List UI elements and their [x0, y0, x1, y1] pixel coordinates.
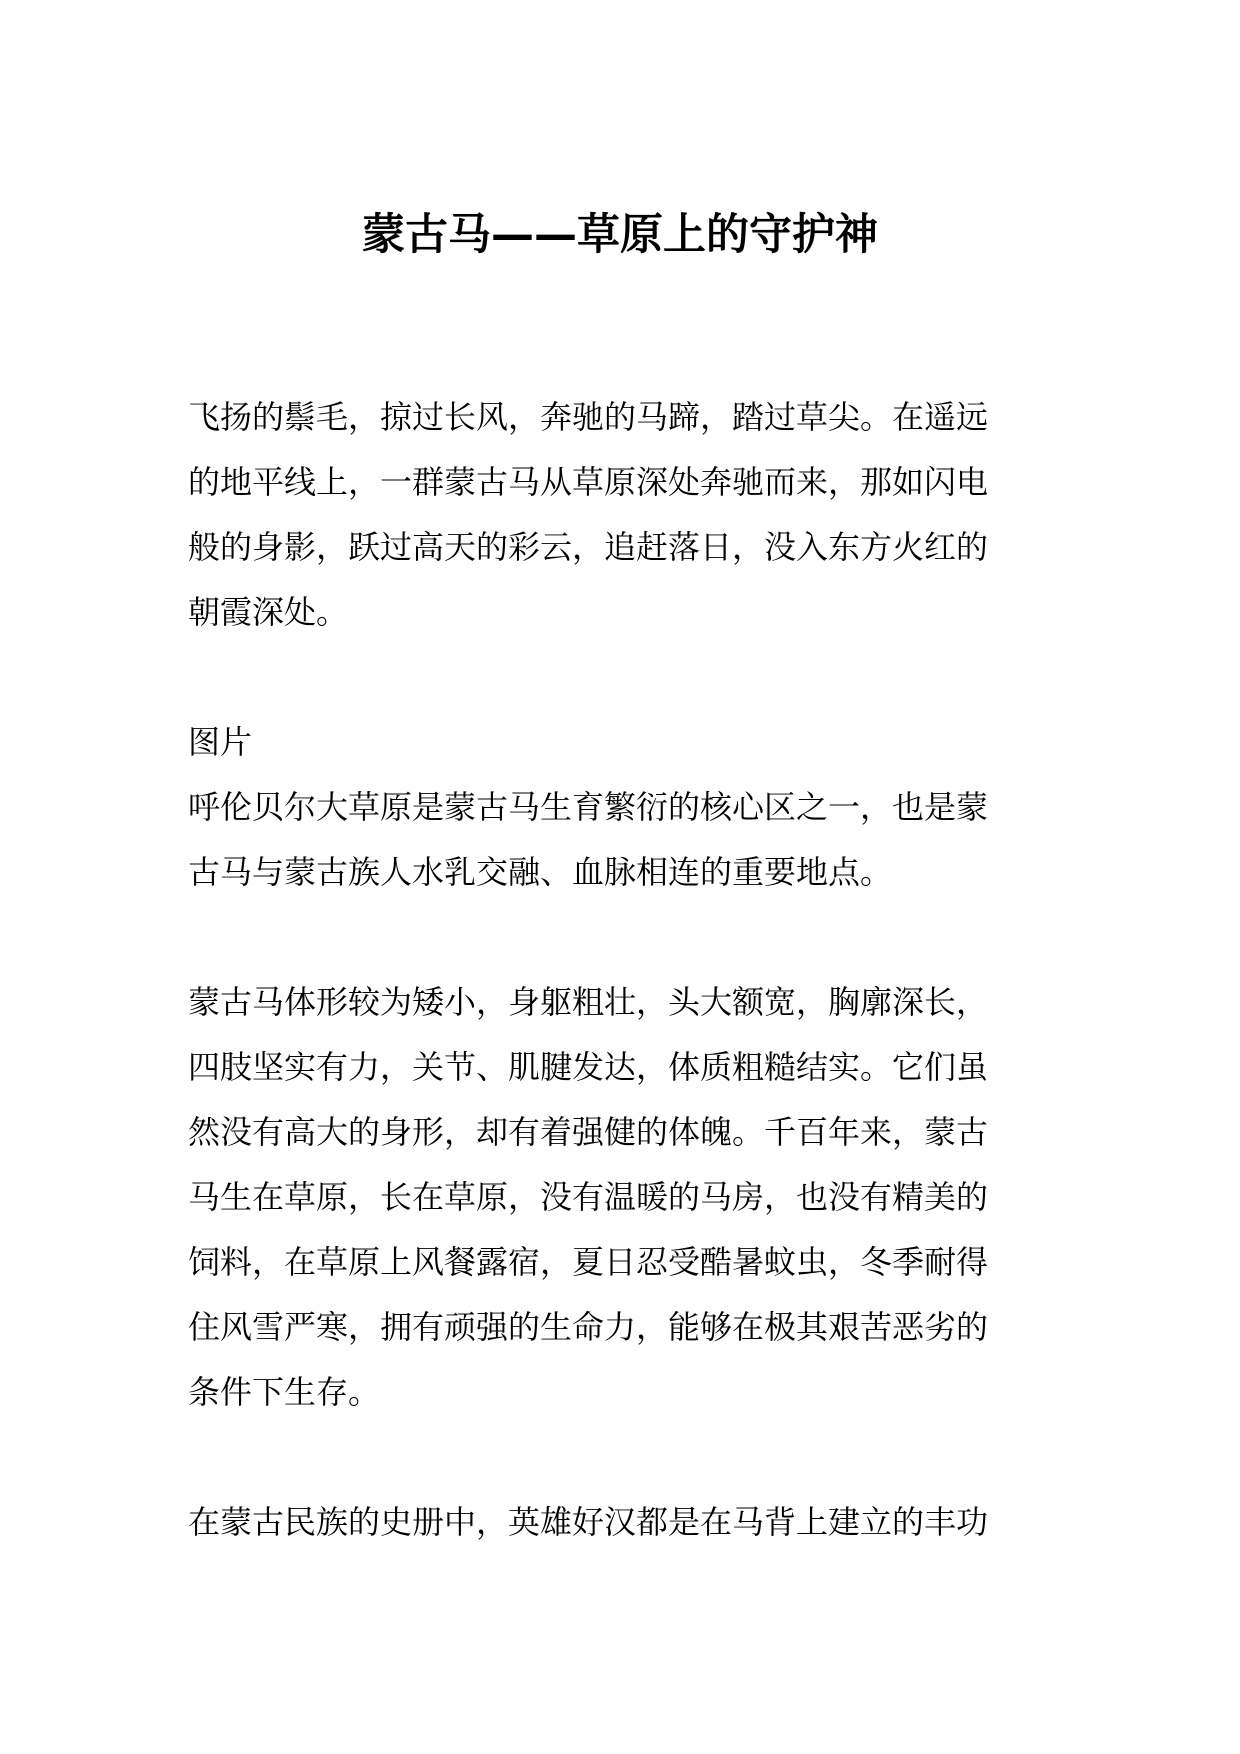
paragraph-line: 饲料，在草原上风餐露宿，夏日忍受酷暑蚊虫，冬季耐得 — [188, 1243, 989, 1281]
paragraph-line: 飞扬的鬃毛，掠过长风，奔驰的马蹄，踏过草尖。在遥远 — [188, 398, 989, 436]
paragraph-line: 然没有高大的身形，却有着强健的体魄。千百年来，蒙古 — [188, 1113, 989, 1151]
paragraph-line: 般的身影，跃过高天的彩云，追赶落日，没入东方火红的 — [188, 528, 989, 566]
image-placeholder-label: 图片 — [188, 723, 253, 761]
paragraph-line: 朝霞深处。 — [188, 593, 349, 631]
paragraph-line: 住风雪严寒，拥有顽强的生命力，能够在极其艰苦恶劣的 — [188, 1308, 989, 1346]
page-title: 蒙古马——草原上的守护神 — [362, 210, 878, 260]
paragraph-history — [188, 1490, 1064, 1555]
paragraph-intro — [188, 385, 1064, 645]
paragraph-line: 的地平线上，一群蒙古马从草原深处奔驰而来，那如闪电 — [188, 463, 989, 501]
paragraph-line: 呼伦贝尔大草原是蒙古马生育繁衍的核心区之一，也是蒙 — [188, 788, 989, 826]
paragraph-physique — [188, 970, 1064, 1425]
paragraph-line: 马生在草原，长在草原，没有温暖的马房，也没有精美的 — [188, 1178, 989, 1216]
paragraph-line: 条件下生存。 — [188, 1373, 381, 1411]
paragraph-line: 四肢坚实有力，关节、肌腱发达，体质粗糙结实。它们虽 — [188, 1048, 989, 1086]
paragraph-line: 在蒙古民族的史册中，英雄好汉都是在马背上建立的丰功 — [188, 1503, 989, 1541]
paragraph-hulunbuir — [188, 775, 1064, 905]
paragraph-line: 古马与蒙古族人水乳交融、血脉相连的重要地点。 — [188, 853, 893, 891]
paragraph-line: 蒙古马体形较为矮小，身躯粗壮，头大额宽，胸廓深长， — [188, 983, 989, 1021]
